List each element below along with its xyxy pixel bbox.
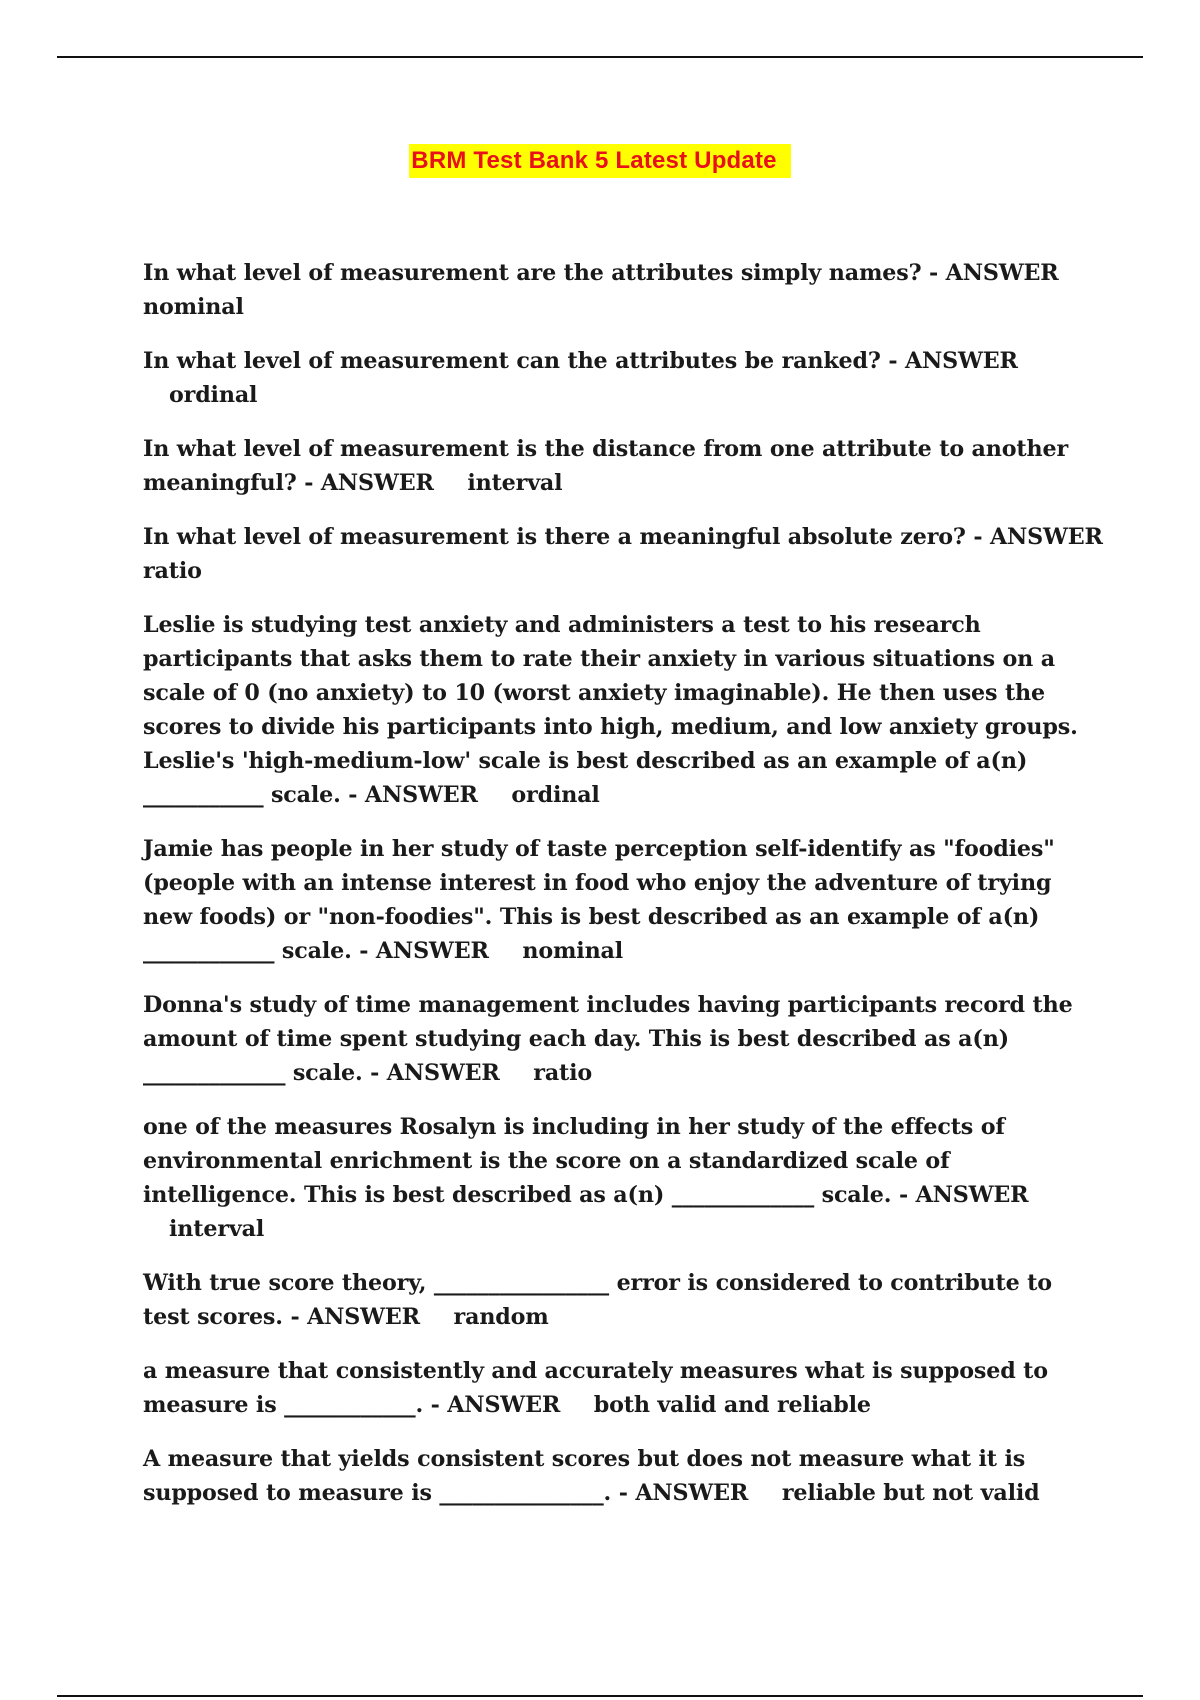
answer-marker: - ANSWER: [348, 782, 478, 808]
document-title: BRM Test Bank 5 Latest Update: [409, 144, 790, 178]
answer-marker: - ANSWER: [929, 260, 1059, 286]
question-text: In what level of measurement is there a meaningful absolute zero?: [143, 524, 966, 550]
answer-text: both valid and reliable: [593, 1392, 871, 1418]
question-text: one of the measures Rosalyn is including in her study of the effects of environmental enrichment is the score on a standardized scale of intelligence. This is best described as a(n) _____________ scale.: [143, 1114, 1005, 1208]
question-text: a measure that consistently and accurately measures what is supposed to measure is ____________.: [143, 1358, 1048, 1418]
answer-text: ordinal: [511, 782, 600, 808]
question-text: With true score theory, ________________ error is considered to contribute to test scores.: [143, 1270, 1052, 1330]
answer-text: nominal: [143, 294, 244, 320]
qa-item: [143, 1266, 1105, 1334]
answer-marker: - ANSWER: [370, 1060, 500, 1086]
qa-item: [143, 1442, 1105, 1510]
answer-marker: - ANSWER: [618, 1480, 749, 1506]
qa-item: [143, 344, 1105, 412]
question-text: Donna's study of time management includes having participants record the amount of time spent studying each day. This is best described as a(n) _____________ scale.: [143, 992, 1073, 1086]
question-text: In what level of measurement are the attributes simply names?: [143, 260, 922, 286]
qa-item: [143, 832, 1105, 968]
question-text: In what level of measurement is the distance from one attribute to another meaningful?: [143, 436, 1068, 496]
answer-marker: - ANSWER: [888, 348, 1018, 374]
answer-marker: - ANSWER: [973, 524, 1103, 550]
question-text: A measure that yields consistent scores but does not measure what it is supposed to measure is _______________.: [143, 1446, 1026, 1506]
top-rule: [57, 56, 1143, 58]
title-block: [0, 144, 1200, 178]
qa-item: [143, 432, 1105, 500]
answer-text: ratio: [143, 558, 202, 584]
qa-item: [143, 1354, 1105, 1422]
qa-list: [143, 256, 1105, 1530]
answer-text: interval: [169, 1216, 265, 1242]
qa-item: [143, 608, 1105, 812]
answer-marker: - ANSWER: [304, 470, 434, 496]
answer-text: reliable but not valid: [781, 1480, 1040, 1506]
qa-item: [143, 520, 1105, 588]
qa-item: [143, 988, 1105, 1090]
qa-item: [143, 1110, 1105, 1246]
qa-item: [143, 256, 1105, 324]
answer-marker: - ANSWER: [359, 938, 489, 964]
answer-text: interval: [467, 470, 563, 496]
answer-text: ratio: [533, 1060, 593, 1086]
bottom-rule: [57, 1695, 1143, 1697]
answer-text: ordinal: [169, 382, 258, 408]
question-text: In what level of measurement can the attributes be ranked?: [143, 348, 881, 374]
answer-marker: - ANSWER: [290, 1304, 420, 1330]
question-text: Leslie is studying test anxiety and administers a test to his research participants that asks them to rate their anxiety in various situations on a scale of 0 (no anxiety) to 10 (worst anxiety imaginable). He then uses the scores to divide his participants into high, medium, and low anxiety groups. Leslie's 'high-medium-low' scale is best described as an example of a(n) ___________ scale.: [143, 612, 1078, 808]
question-text: Jamie has people in her study of taste perception self-identify as "foodies" (people with an intense interest in food who enjoy the adventure of trying new foods) or "non-foodies". This is best described as an example of a(n) ____________ scale.: [143, 836, 1055, 964]
answer-marker: - ANSWER: [898, 1182, 1029, 1208]
answer-text: random: [453, 1304, 549, 1330]
answer-text: nominal: [522, 938, 624, 964]
answer-marker: - ANSWER: [430, 1392, 561, 1418]
